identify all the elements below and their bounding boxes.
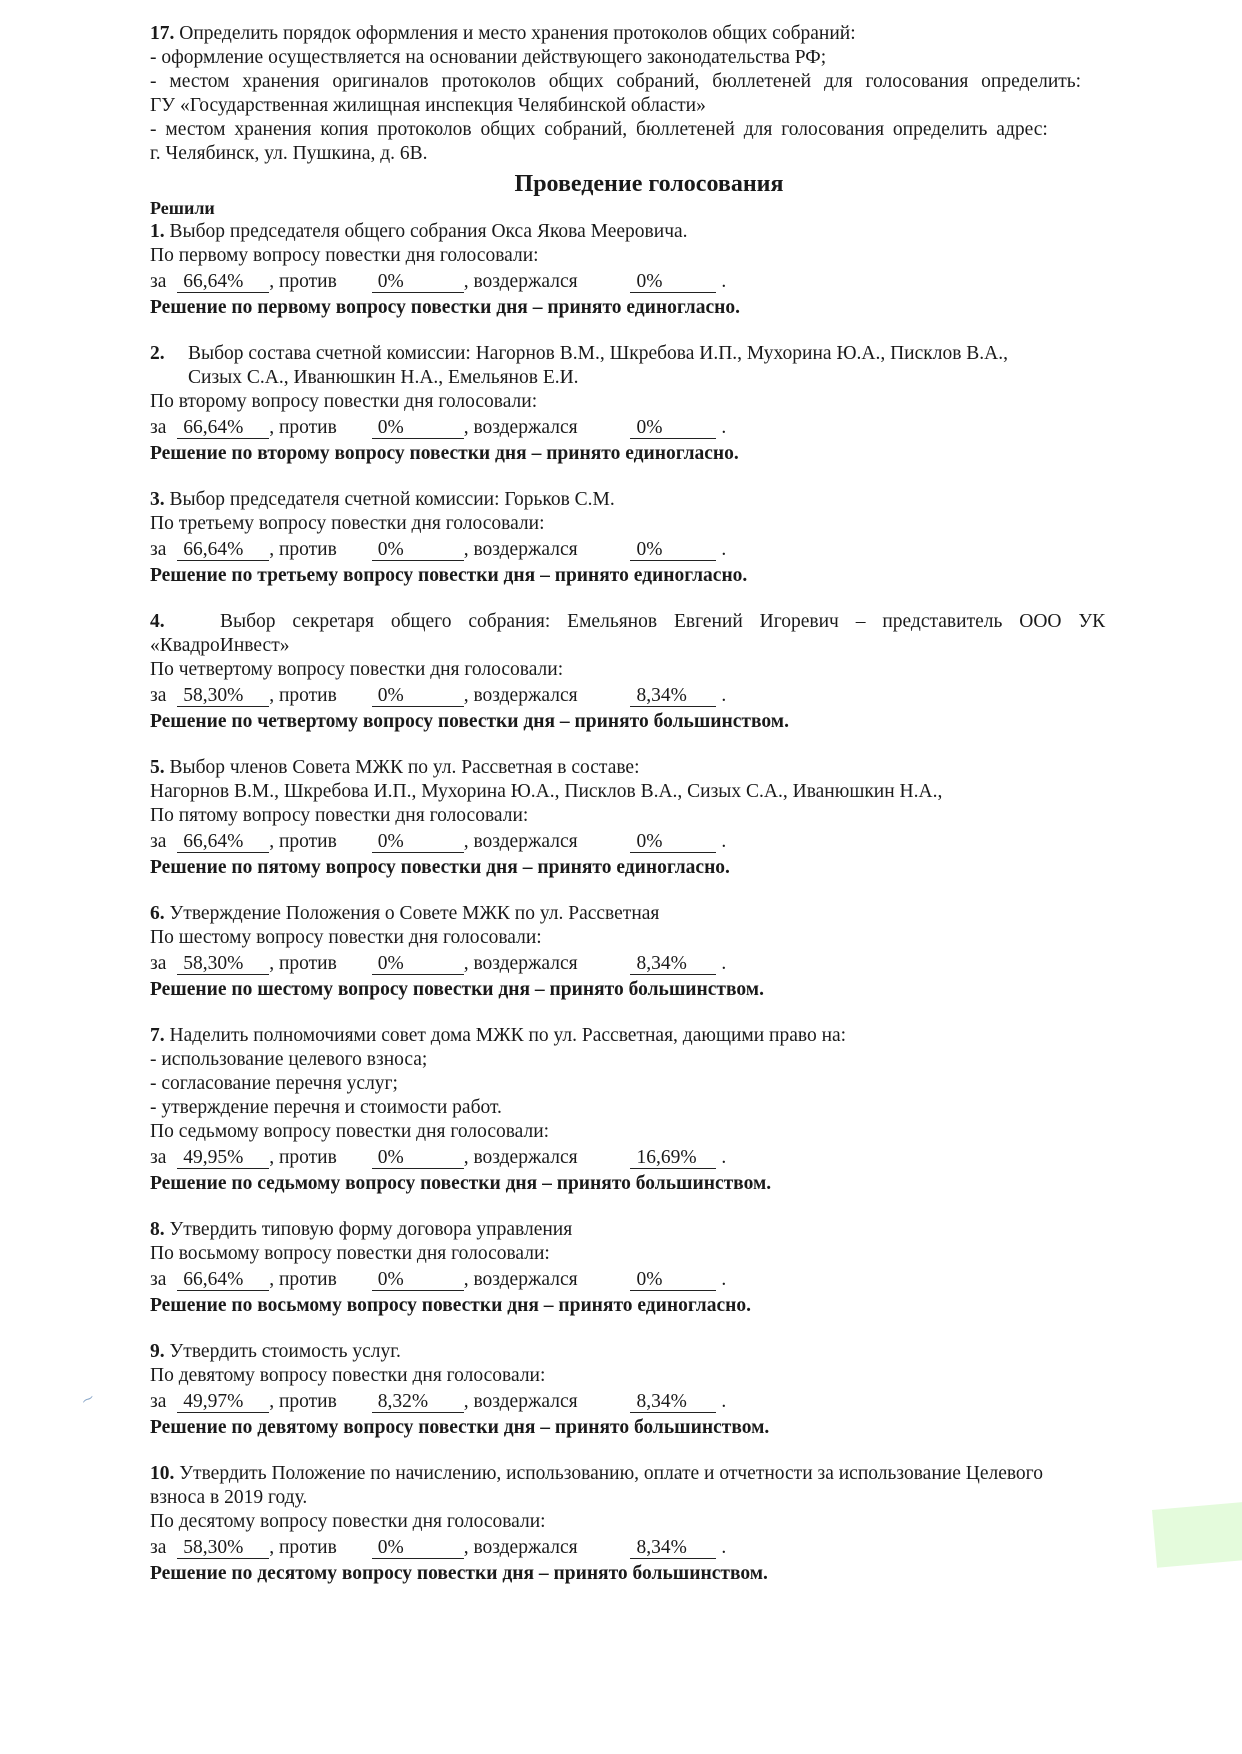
vote-against-value: 0% (372, 1148, 464, 1169)
question-block-4 (150, 610, 1140, 734)
item-17-line: - местом хранения копия протоколов общих собраний, бюллетеней для голосования определить адрес: (150, 119, 1048, 140)
vote-end: . (721, 539, 727, 560)
question-number: 2. (150, 343, 165, 364)
vote-against-value: 0% (372, 954, 464, 975)
vote-against-value: 0% (372, 272, 464, 293)
question-text-content: - утверждение перечня и стоимости работ. (150, 1097, 502, 1118)
vote-abstained-label: , воздержался (463, 1537, 578, 1558)
item-17-line: г. Челябинск, ул. Пушкина, д. 6В. (150, 143, 428, 164)
vote-for-label: за (150, 417, 167, 438)
question-voted-label: По восьмому вопросу повестки дня голосовали: (150, 1243, 550, 1264)
decision-text: Решение по пятому вопросу повестки дня – принято единогласно. (150, 857, 730, 878)
question-text-line (150, 342, 1140, 366)
question-text-content: Выбор председателя счетной комиссии: Горьков С.М. (169, 489, 615, 510)
vote-end: . (721, 953, 727, 974)
vote-against-label: , против (269, 1147, 337, 1168)
vote-for-value: 66,64% (177, 418, 269, 439)
vote-for-value: 66,64% (177, 540, 269, 561)
vote-for-value: 58,30% (177, 954, 269, 975)
question-voted-label: По седьмому вопросу повестки дня голосовали: (150, 1121, 550, 1142)
vote-for-value: 49,97% (177, 1392, 269, 1413)
question-text (150, 1340, 1140, 1364)
question-voted-label: По второму вопросу повестки дня голосовали: (150, 391, 538, 412)
decision-text: Решение по седьмому вопросу повестки дня – принято большинством. (150, 1173, 772, 1194)
vote-for-value: 66,64% (177, 832, 269, 853)
question-number: 6. (150, 903, 165, 924)
question-block-3 (150, 488, 1140, 588)
vote-for-label: за (150, 1147, 167, 1168)
decision-text: Решение по шестому вопросу повестки дня – принято большинством. (150, 979, 764, 1000)
vote-for-value: 66,64% (177, 1270, 269, 1291)
vote-abstained-value: 16,69% (630, 1148, 716, 1169)
question-number: 3. (150, 489, 165, 510)
question-text (150, 1462, 1140, 1510)
question-text-content: Выбор председателя общего собрания Окса Якова Мееровича. (169, 221, 688, 242)
vote-for-label: за (150, 539, 167, 560)
question-text (150, 610, 1140, 658)
decision-text: Решение по четвертому вопросу повестки дня – принято большинством. (150, 711, 789, 732)
question-text-line (150, 1340, 1140, 1364)
question-text-line (150, 366, 1140, 390)
question-text-line (150, 488, 1140, 512)
question-text-content: Утвердить типовую форму договора управления (169, 1219, 573, 1240)
question-block-10 (150, 1462, 1140, 1586)
vote-for-label: за (150, 1391, 167, 1412)
vote-results (150, 1146, 1140, 1170)
question-text-line (150, 610, 1140, 634)
question-text-content: Утвердить Положение по начислению, использованию, оплате и отчетности за использование Целевого (179, 1463, 1043, 1484)
question-block-7 (150, 1024, 1140, 1196)
question-number: 1. (150, 221, 165, 242)
question-voted-label: По шестому вопросу повестки дня голосовали: (150, 927, 542, 948)
vote-results (150, 952, 1140, 976)
questions-list (150, 220, 1140, 1586)
question-block-8 (150, 1218, 1140, 1318)
vote-for-value: 49,95% (177, 1148, 269, 1169)
vote-for-label: за (150, 1269, 167, 1290)
question-text (150, 220, 1140, 244)
question-text-line (150, 220, 1140, 244)
question-text-content: Выбор состава счетной комиссии: Нагорнов В.М., Шкребова И.П., Мухорина Ю.А., Писклов В.А., (188, 343, 1008, 364)
question-text-content: - согласование перечня услуг; (150, 1073, 398, 1094)
vote-for-label: за (150, 1537, 167, 1558)
item-17-title-line (150, 22, 1140, 46)
vote-end: . (721, 1391, 727, 1412)
vote-against-value: 0% (372, 540, 464, 561)
decision-text: Решение по десятому вопросу повестки дня – принято большинством. (150, 1563, 768, 1584)
question-text-content: Сизых С.А., Иванюшкин Н.А., Емельянов Е.И. (188, 367, 579, 388)
question-number: 4. (150, 611, 165, 632)
vote-abstained-value: 8,34% (630, 1392, 716, 1413)
vote-against-value: 0% (372, 832, 464, 853)
decision-text: Решение по восьмому вопросу повестки дня – принято единогласно. (150, 1295, 751, 1316)
vote-abstained-label: , воздержался (463, 417, 578, 438)
question-voted-label: По четвертому вопросу повестки дня голосовали: (150, 659, 564, 680)
decision-text: Решение по третьему вопросу повестки дня – принято единогласно. (150, 565, 748, 586)
item-17-line: - оформление осуществляется на основании действующего законодательства РФ; (150, 47, 827, 68)
vote-for-value: 58,30% (177, 686, 269, 707)
vote-against-value: 0% (372, 418, 464, 439)
item-17-line: - местом хранения оригиналов протоколов общих собраний, бюллетеней для голосования определить: (150, 71, 1082, 92)
question-text-line (150, 1462, 1140, 1486)
item-17-line: ГУ «Государственная жилищная инспекция Челябинской области» (150, 95, 706, 116)
question-voted-label: По третьему вопросу повестки дня голосовали: (150, 513, 545, 534)
vote-results (150, 416, 1140, 440)
vote-results (150, 1268, 1140, 1292)
question-text (150, 342, 1140, 390)
question-text-content: «КвадроИнвест» (150, 635, 290, 656)
question-text-line (150, 1048, 1140, 1072)
question-block-2 (150, 342, 1140, 466)
vote-for-label: за (150, 953, 167, 974)
item-17 (150, 22, 1140, 166)
question-voted-label: По десятому вопросу повестки дня голосовали: (150, 1511, 546, 1532)
document-page (150, 22, 1140, 1586)
question-text-content: Нагорнов В.М., Шкребова И.П., Мухорина Ю.А., Писклов В.А., Сизых С.А., Иванюшкин Н.А., (150, 781, 943, 802)
vote-for-label: за (150, 685, 167, 706)
vote-results (150, 830, 1140, 854)
decision-text: Решение по первому вопросу повестки дня – принято единогласно. (150, 297, 740, 318)
question-text-content: Выбор секретаря общего собрания: Емельянов Евгений Игоревич – представитель ООО УК (220, 611, 1106, 632)
question-text (150, 1024, 1140, 1120)
vote-against-label: , против (269, 1391, 337, 1412)
vote-against-label: , против (269, 953, 337, 974)
question-number: 7. (150, 1025, 165, 1046)
vote-against-value: 0% (372, 1538, 464, 1559)
vote-results (150, 1390, 1140, 1414)
vote-against-label: , против (269, 417, 337, 438)
question-block-9 (150, 1340, 1140, 1440)
vote-against-label: , против (269, 1269, 337, 1290)
vote-results (150, 1536, 1140, 1560)
item-17-number: 17. (150, 23, 175, 44)
vote-end: . (721, 417, 727, 438)
question-voted-label: По девятому вопросу повестки дня голосовали: (150, 1365, 546, 1386)
question-block-5 (150, 756, 1140, 880)
vote-abstained-value: 0% (630, 418, 716, 439)
vote-end: . (721, 685, 727, 706)
question-number: 9. (150, 1341, 165, 1362)
vote-against-label: , против (269, 1537, 337, 1558)
vote-for-label: за (150, 271, 167, 292)
vote-results (150, 270, 1140, 294)
question-text-content: Наделить полномочиями совет дома МЖК по ул. Рассветная, дающими право на: (169, 1025, 847, 1046)
vote-against-value: 0% (372, 1270, 464, 1291)
question-number: 5. (150, 757, 165, 778)
question-text-line (150, 1072, 1140, 1096)
vote-end: . (721, 1537, 727, 1558)
vote-abstained-value: 0% (630, 1270, 716, 1291)
question-text-line (150, 1486, 1140, 1510)
vote-abstained-label: , воздержался (463, 271, 578, 292)
section-subheading: Решили (150, 198, 215, 218)
vote-abstained-label: , воздержался (463, 1269, 578, 1290)
question-text-content: взноса в 2019 году. (150, 1487, 308, 1508)
question-text-content: Выбор членов Совета МЖК по ул. Рассветная в составе: (169, 757, 640, 778)
decision-text: Решение по девятому вопросу повестки дня – принято большинством. (150, 1417, 770, 1438)
question-text-line (150, 1024, 1140, 1048)
section-heading: Проведение голосования (514, 171, 784, 197)
vote-abstained-value: 0% (630, 540, 716, 561)
question-number: 10. (150, 1463, 175, 1484)
vote-abstained-value: 0% (630, 272, 716, 293)
question-block-6 (150, 902, 1140, 1002)
question-text-line (150, 756, 1140, 780)
vote-against-label: , против (269, 685, 337, 706)
question-text-line (150, 902, 1140, 926)
vote-against-label: , против (269, 539, 337, 560)
decision-text: Решение по второму вопросу повестки дня – принято единогласно. (150, 443, 739, 464)
vote-abstained-value: 8,34% (630, 686, 716, 707)
question-number: 8. (150, 1219, 165, 1240)
question-voted-label: По первому вопросу повестки дня голосовали: (150, 245, 539, 266)
vote-end: . (721, 1269, 727, 1290)
vote-against-label: , против (269, 831, 337, 852)
question-text (150, 756, 1140, 804)
sticky-note-fragment (1152, 1502, 1242, 1568)
vote-abstained-label: , воздержался (463, 831, 578, 852)
vote-end: . (721, 831, 727, 852)
scan-mark: ⁓ (79, 1390, 97, 1409)
vote-for-label: за (150, 831, 167, 852)
vote-against-value: 8,32% (372, 1392, 464, 1413)
vote-against-label: , против (269, 271, 337, 292)
item-17-title: Определить порядок оформления и место хранения протоколов общих собраний: (179, 23, 856, 44)
question-text-content: Утверждение Положения о Совете МЖК по ул. Рассветная (169, 903, 660, 924)
vote-abstained-value: 8,34% (630, 1538, 716, 1559)
vote-end: . (721, 271, 727, 292)
vote-results (150, 684, 1140, 708)
question-text-line (150, 1096, 1140, 1120)
vote-against-value: 0% (372, 686, 464, 707)
vote-abstained-label: , воздержался (463, 1391, 578, 1412)
vote-end: . (721, 1147, 727, 1168)
question-block-1 (150, 220, 1140, 320)
vote-abstained-label: , воздержался (463, 685, 578, 706)
question-text (150, 488, 1140, 512)
question-text (150, 1218, 1140, 1242)
question-text-line (150, 1218, 1140, 1242)
vote-abstained-label: , воздержался (463, 539, 578, 560)
vote-for-value: 66,64% (177, 272, 269, 293)
question-text-line (150, 634, 1140, 658)
question-text-content: - использование целевого взноса; (150, 1049, 428, 1070)
vote-for-value: 58,30% (177, 1538, 269, 1559)
vote-abstained-value: 0% (630, 832, 716, 853)
vote-abstained-value: 8,34% (630, 954, 716, 975)
question-text-content: Утвердить стоимость услуг. (169, 1341, 401, 1362)
question-text-line (150, 780, 1140, 804)
vote-abstained-label: , воздержался (463, 1147, 578, 1168)
question-text (150, 902, 1140, 926)
vote-results (150, 538, 1140, 562)
vote-abstained-label: , воздержался (463, 953, 578, 974)
question-voted-label: По пятому вопросу повестки дня голосовали: (150, 805, 529, 826)
